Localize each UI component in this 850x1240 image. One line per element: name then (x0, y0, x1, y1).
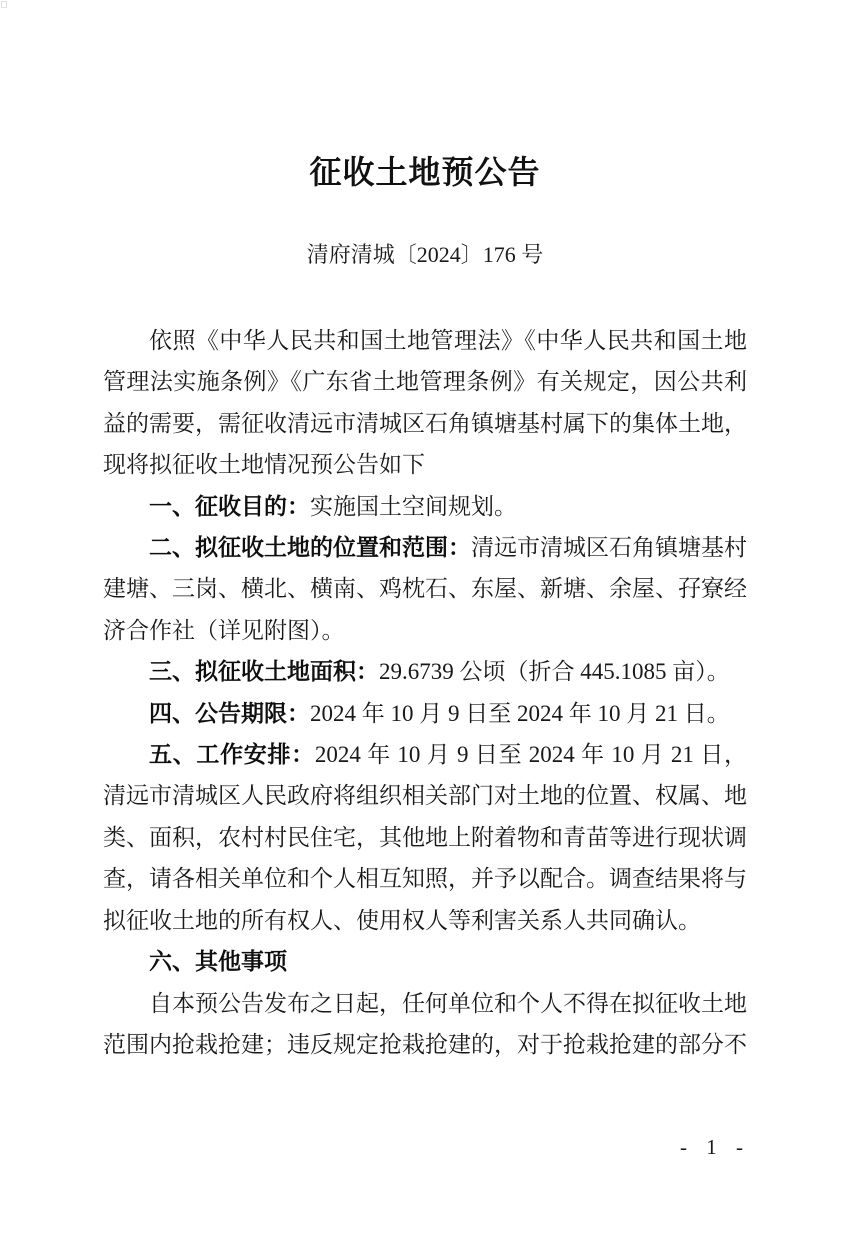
paragraph-section-2 (103, 527, 747, 651)
paragraph-section-1 (103, 486, 747, 527)
section-4-text: 2024 年 10 月 9 日至 2024 年 10 月 21 日。 (310, 700, 730, 726)
paragraph-intro-text: 依照《中华人民共和国土地管理法》《中华人民共和国土地管理法实施条例》《广东省土地管理条例》有关规定，因公共利益的需要，需征收清远市清城区石角镇塘基村属下的集体土地，现将拟征收土地情况预公告如下 (103, 328, 747, 478)
section-3-label: 三、拟征收土地面积： (149, 658, 379, 685)
paragraph-section-6 (103, 941, 747, 982)
section-4-label: 四、公告期限： (149, 699, 310, 726)
document-number: 清府清城〔2024〕176 号 (306, 242, 544, 267)
section-2-label: 二、拟征收土地的位置和范围： (149, 534, 471, 561)
paragraph-section-5 (103, 734, 747, 941)
section-5-text: 2024 年 10 月 9 日至 2024 年 10 月 21 日，清远市清城区人民政府将组织相关部门对土地的位置、权属、地类、面积，农村村民住宅，其他地上附着物和青苗等进行现状调查，请各相关单位和个人相互知照，并予以配合。调查结果将与拟征收土地的所有权人、使用权人等利害关系人共同确认。 (103, 742, 748, 933)
section-1-label: 一、征收目的： (149, 492, 310, 519)
document-body (103, 320, 747, 1065)
section-5-label: 五、工作安排： (149, 741, 315, 768)
page-number: - 1 - (680, 1135, 750, 1159)
paragraph-section-3 (103, 651, 747, 692)
scan-artifact (1, 1, 7, 8)
paragraph-closing (103, 983, 747, 1066)
paragraph-section-4 (103, 693, 747, 734)
section-3-text: 29.6739 公顷（折合 445.1085 亩）。 (379, 659, 730, 685)
document-content (103, 148, 747, 1065)
section-1-text: 实施国土空间规划。 (310, 493, 517, 519)
document-title: 征收土地预公告 (309, 154, 541, 190)
paragraph-closing-text: 自本预公告发布之日起，任何单位和个人不得在拟征收土地范围内抢栽抢建；违反规定抢栽抢建的，对于抢栽抢建的部分不 (103, 990, 747, 1057)
paragraph-intro (103, 320, 747, 486)
section-6-label: 六、其他事项 (149, 948, 287, 975)
section-2-text: 清远市清城区石角镇塘基村建塘、三岗、横北、横南、鸡枕石、东屋、新塘、余屋、孖寮经济合作社（详见附图）。 (103, 535, 747, 643)
